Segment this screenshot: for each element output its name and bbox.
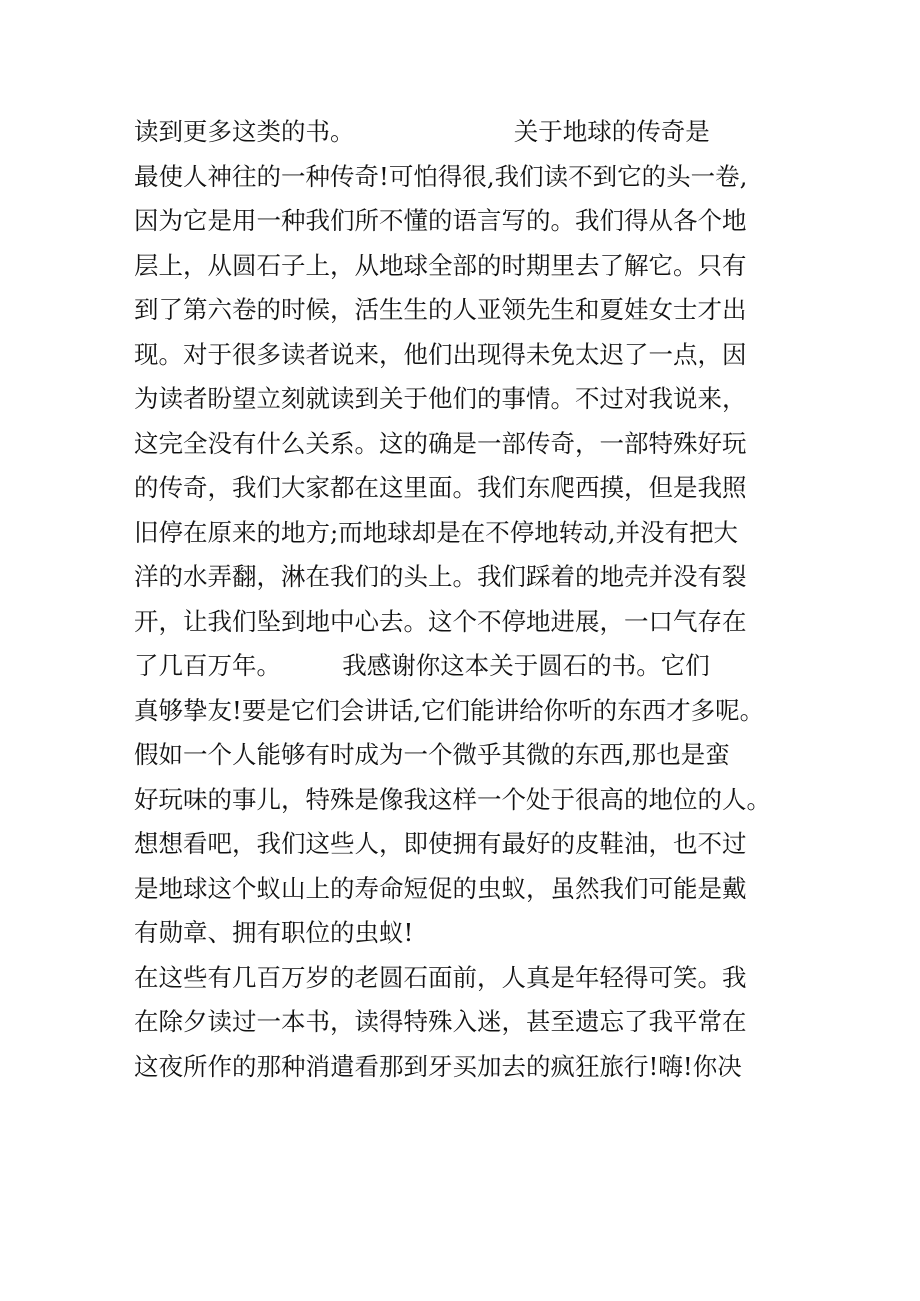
text-line: 现。对于很多读者说来，他们出现得未免太迟了一点，因 (134, 339, 747, 369)
text-line: 这夜所作的那种消遣看那到牙买加去的疯狂旅行!嗨!你决 (134, 1051, 742, 1081)
text-line: 好玩味的事儿，特殊是像我这样一个处于很高的地位的人。 (134, 784, 771, 814)
text-line: 旧停在原来的地方;而地球却是在不停地转动,并没有把大 (134, 517, 739, 547)
text-line: 这完全没有什么关系。这的确是一部传奇，一部特殊好玩 (134, 428, 747, 458)
text-line: 最使人神往的一种传奇!可怕得很,我们读不到它的头一卷, (134, 161, 748, 191)
text-line: 层上，从圆石子上，从地球全部的时期里去了解它。只有 (134, 250, 747, 280)
text-body (134, 110, 814, 1089)
text-line: 开，让我们坠到地中心去。这个不停地进展，一口气存在 (134, 606, 747, 636)
text-line: 洋的水弄翻，淋在我们的头上。我们踩着的地壳并没有裂 (134, 562, 747, 591)
text-line: 在这些有几百万岁的老圆石面前，人真是年轻得可笑。我 (134, 962, 747, 992)
text-line: 真够挚友!要是它们会讲话,它们能讲给你听的东西才多呢。 (134, 695, 765, 725)
text-line: 假如一个人能够有时成为一个微乎其微的东西,那也是蛮 (134, 740, 730, 769)
text-line: 是地球这个蚁山上的寿命短促的虫蚁，虽然我们可能是戴 (134, 873, 747, 903)
text-line: 为读者盼望立刻就读到关于他们的事情。不过对我说来， (134, 384, 747, 413)
text-line: 到了第六卷的时候，活生生的人亚领先生和夏娃女士才出 (134, 295, 747, 324)
text-line: 读到更多这类的书。 关于地球的传奇是 (134, 117, 710, 146)
text-line: 的传奇，我们大家都在这里面。我们东爬西摸，但是我照 (134, 473, 747, 502)
text-line: 想想看吧，我们这些人，即使拥有最好的皮鞋油，也不过 (134, 829, 747, 858)
text-line: 了几百万年。 我感谢你这本关于圆石的书。它们 (134, 651, 710, 680)
text-line: 有勋章、拥有职位的虫蚁! (134, 918, 414, 947)
text-line: 因为它是用一种我们所不懂的语言写的。我们得从各个地 (134, 206, 747, 235)
text-line: 在除夕读过一本书，读得特殊入迷，甚至遗忘了我平常在 (134, 1007, 747, 1036)
